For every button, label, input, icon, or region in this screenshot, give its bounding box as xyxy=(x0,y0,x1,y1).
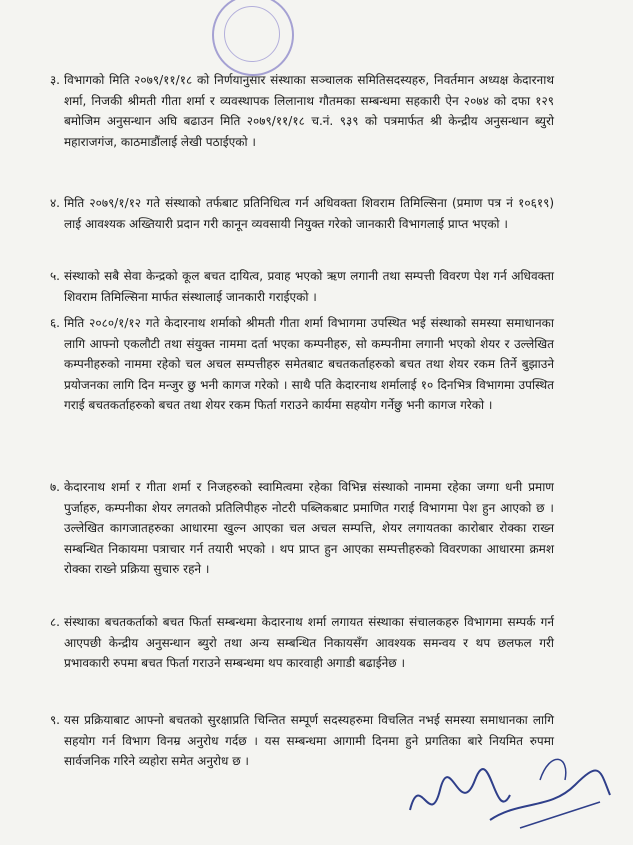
item-number: ४. xyxy=(49,196,60,210)
item-text: संस्थाका बचतकर्ताको बचत फिर्ता सम्बन्धमा केदारनाथ शर्मा लगायत संस्थाका संचालकहरु विभागमा सम्पर्क गर्न आएपछी केन्द्रीय अनुसन्धान ब्युरो तथा अन्य सम्बन्धित निकायसँग आवश्यक समन्वय र थप छलफल गरी प्रभावकारी रुपमा बचत फिर्ता गराउने सम्बन्धमा थप कारवाही अगाडी बढाईनेछ । xyxy=(64,615,554,671)
item-text: यस प्रक्रियाबाट आफ्नो बचतको सुरक्षाप्रति चिन्तित सम्पूर्ण सदस्यहरुमा विचलित नभई समस्या समाधानका लागि सहयोग गर्न विभाग विनम्र अनुरोध गर्दछ । यस सम्बन्धमा आगामी दिनमा हुने प्रगतिका बारे नियमित रुपमा सार्वजनिक गरिने व्यहोरा समेत अनुरोध छ । xyxy=(64,713,554,769)
item-number: ३. xyxy=(49,73,60,87)
item-text: मिति २०८०/१/१२ गते केदारनाथ शर्माको श्रीमती गीता शर्मा विभागमा उपस्थित भई संस्थाको समस्या समाधानका लागि आफ्नो एकलौटी तथा संयुक्त नाममा दर्ता भएका कम्पनीहरु, सो कम्पनीमा लगानी भएको शेयर र उल्लेखित कम्पनीहरुको नाममा रहेको चल अचल सम्पत्तीहरु समेतबाट बचतकर्ताहरुको बचत तथा शेयर रकम तिर्ने बुझाउने प्रयोजनका लागि दिन मन्जुर छु भनी कागज गरेको । साथै पति केदारनाथ शर्मालाई १० दिनभित्र विभागमा उपस्थित गराई बचतकर्ताहरुको बचत तथा शेयर रकम फिर्ता गराउने कार्यमा सहयोग गर्नेछु भनी कागज गरेको । xyxy=(64,316,554,413)
item-number: ५. xyxy=(49,269,60,283)
item-text: मिति २०७९/१/१२ गते संस्थाको तर्फबाट प्रतिनिधित्व गर्न अधिवक्ता शिवराम तिमिल्सिना (प्रमाण पत्र नं १०६१९) लाई आवश्यक अख्तियारी प्रदान गरी कानून व्यवसायी नियुक्त गरेको जानकारी विभागलाई प्राप्त भएको । xyxy=(64,196,554,231)
item-number: ६. xyxy=(49,316,60,330)
item-text: विभागको मिति २०७९/११/१८ को निर्णयानुसार संस्थाका सञ्चालक समितिसदस्यहरु, निवर्तमान अध्यक्ष केदारनाथ शर्मा, निजकी श्रीमती गीता शर्मा र व्यवस्थापक लिलानाथ गौतमका सम्बन्धमा सहकारी ऐन २०७४ को दफा १२९ बमोजिम अनुसन्धान अघि बढाउन मिति २०७९/११/१८ च.नं. ९३९ को पत्रमार्फत श्री केन्द्रीय अनुसन्धान ब्युरो महाराजगंज, काठमाडौंलाई लेखी पठाईएको । xyxy=(64,73,554,149)
item-number: ७. xyxy=(49,480,60,494)
item-text: केदारनाथ शर्मा र गीता शर्मा र निजहरुको स्वामित्वमा रहेका विभिन्न संस्थाको नाममा रहेका जग्गा धनी प्रमाण पुर्जाहरु, कम्पनीका शेयर लगतको प्रतिलिपीहरु नोटरी पब्लिकबाट प्रमाणित गराई विभागमा पेश हुन आएको छ । उल्लेखित कागजातहरुका आधारमा खुल्न आएका चल अचल सम्पत्ति, शेयर लगायतका कारोबार रोक्का राख्न सम्बन्धित निकायमा पत्राचार गर्न तयारी भएको । थप प्राप्त हुन आएका सम्पत्तीहरुको विवरणका आधारमा क्रमश रोक्का राख्ने प्रक्रिया सुचारु रहने । xyxy=(64,480,554,577)
item-number: ९. xyxy=(49,713,60,727)
list-item xyxy=(49,266,554,307)
list-item xyxy=(49,70,554,152)
list-item xyxy=(49,612,554,674)
list-item xyxy=(49,193,554,234)
item-number: ८. xyxy=(49,615,60,629)
list-item xyxy=(49,477,554,580)
item-text: संस्थाको सबै सेवा केन्द्रको कूल बचत दायित्व, प्रवाह भएको ऋण लगानी तथा सम्पत्ती विवरण पेश गर्न अधिवक्ता शिवराम तिमिल्सिना मार्फत संस्थालाई जानकारी गराईएको । xyxy=(64,269,554,304)
list-item xyxy=(49,313,554,416)
office-stamp xyxy=(212,0,294,76)
handwritten-signature xyxy=(400,740,620,840)
